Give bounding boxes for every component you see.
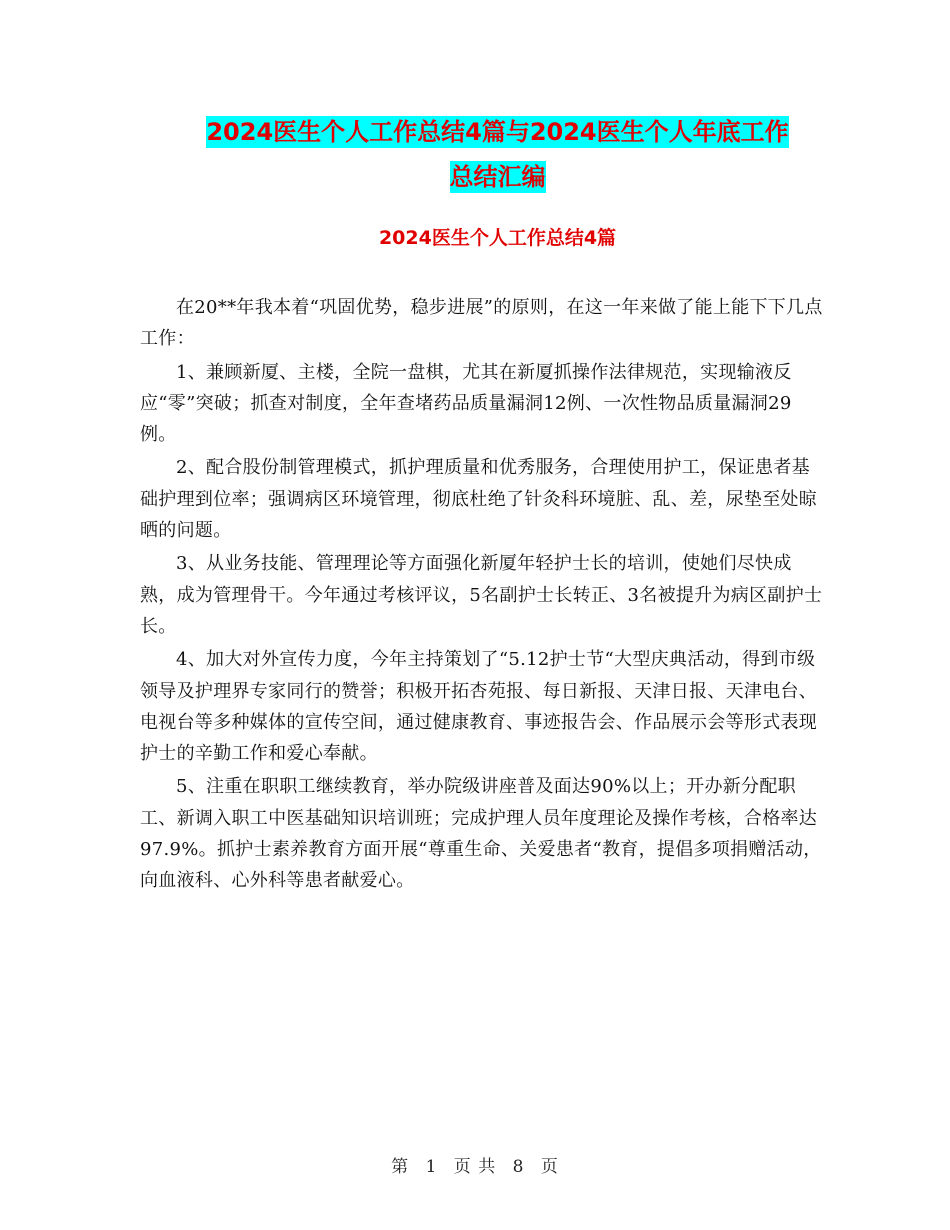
paragraph-item-1: 1、兼顾新厦、主楼，全院一盘棋，尤其在新厦抓操作法律规范，实现输液反应“零”突破；抓查对制度，全年查堵药品质量漏洞12例、一次性物品质量漏洞29例。 (140, 361, 792, 446)
footer-total-pages: 8 (512, 1157, 525, 1177)
paragraph-item-5: 5、注重在职职工继续教育，举办院级讲座普及面达90%以上；开办新分配职工、新调入职工中医基础知识培训班；完成护理人员年度理论及操作考核，合格率达97.9%。抓护士素养教育方面开展“尊重生命、关爱患者“教育，提倡多项捐赠活动，向血液科、心外科等患者献爱心。 (140, 776, 822, 892)
paragraph-intro: 在20**年我本着“巩固优势，稳步进展”的原则，在这一年来做了能上能下下几点工作： (140, 297, 823, 350)
paragraph-item-2: 2、配合股份制管理模式，抓护理质量和优秀服务，合理使用护工，保证患者基础护理到位率；强调病区环境管理，彻底杜绝了针灸科环境脏、乱、差，尿垫至处晾晒的问题。 (140, 457, 818, 542)
paragraph-item-4: 4、加大对外宣传力度，今年主持策划了“5.12护士节“大型庆典活动，得到市级领导及护理界专家同行的赞誉；积极开拓杏苑报、每日新报、天津日报、天津电台、电视台等多种媒体的宣传空间，通过健康教育、事迹报告会、作品展示会等形式表现护士的辛勤工作和爱心奉献。 (140, 649, 818, 765)
footer-current-page: 1 (425, 1157, 438, 1177)
body-text (140, 292, 825, 899)
footer-suffix: 页 (540, 1157, 559, 1177)
section-title: 2024医生个人工作总结4篇 (378, 227, 617, 249)
document-title-line2: 总结汇编 (449, 163, 546, 191)
document-title (140, 110, 855, 200)
page-footer (0, 1152, 950, 1177)
document-title-line1: 2024医生个人工作总结4篇与2024医生个人年底工作 (206, 118, 789, 146)
paragraph-item-3: 3、从业务技能、管理理论等方面强化新厦年轻护士长的培训，使她们尽快成熟，成为管理骨干。今年通过考核评议，5名副护士长转正、3名被提升为病区副护士长。 (140, 553, 823, 637)
footer-middle: 页 共 (453, 1157, 497, 1177)
footer-prefix: 第 (391, 1157, 410, 1177)
